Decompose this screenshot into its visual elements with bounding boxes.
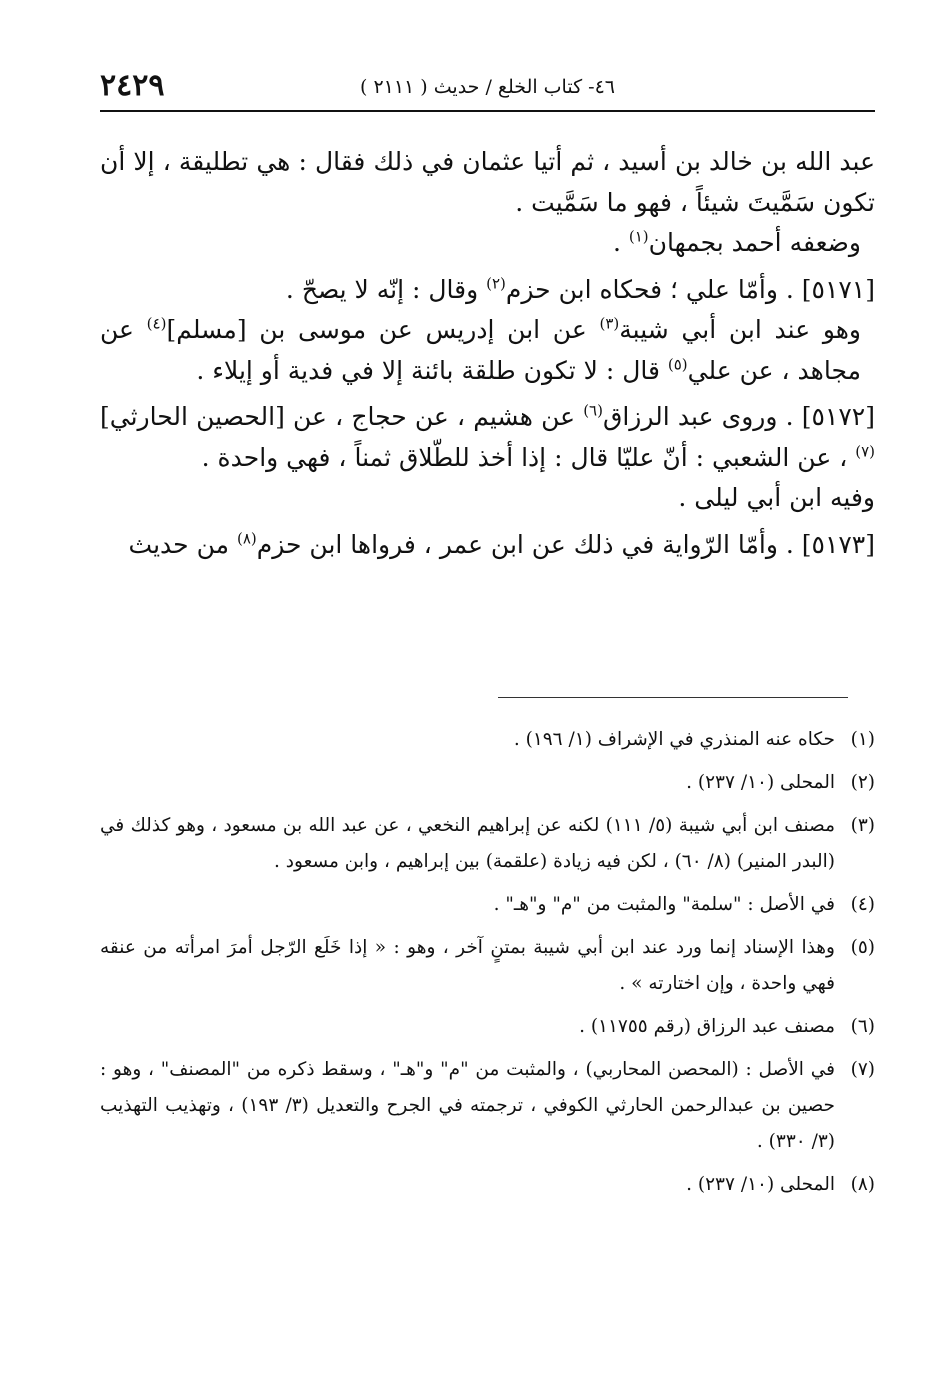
footnote-ref-1[interactable]: (١) (628, 227, 649, 246)
footnote-number: (٨) (850, 1174, 875, 1195)
entry-5172-text-b: عن هشيم ، عن حجاج ، عن [الحصين الحارثي] (100, 402, 584, 431)
paragraph-2 (100, 223, 875, 264)
running-head: ٤٦- كتاب الخلع / حديث ( ٢١١١ ) (359, 76, 616, 98)
paragraph-2-end: . (612, 228, 629, 257)
main-text (100, 142, 875, 565)
paragraph-6-text: وفيه ابن أبي ليلى . (678, 483, 875, 512)
paragraph-4-text-a: وهو عند ابن أبي شيبة (619, 315, 861, 344)
entry-5172-text-a: [٥١٧٢] . وروى عبد الرزاق (602, 402, 875, 431)
entry-5173 (100, 525, 875, 566)
footnote (100, 1009, 875, 1045)
footnote-text: المحلى (١٠/ ٢٣٧) . (686, 772, 835, 793)
entry-5171-text-b: وقال : إنّه لا يصحّ . (285, 274, 487, 304)
footnote-text: حكاه عنه المنذري في الإشراف (١/ ١٩٦) . (513, 729, 835, 750)
footnote (100, 765, 875, 801)
footnote-ref-7[interactable]: (٧) (855, 442, 875, 461)
footnote (100, 1167, 875, 1203)
entry-5172-text-c: ، عن الشعبي : أنّ عليّا قال : إذا أخذ للطّلاق ثمناً ، فهي واحدة . (201, 442, 856, 472)
footnote-number: (٦) (850, 1016, 875, 1037)
footnote (100, 887, 875, 923)
paragraph-6 (100, 478, 875, 519)
footnote-ref-2[interactable]: (٢) (486, 274, 506, 293)
footnote-number: (٥) (850, 937, 875, 958)
footnote-ref-3[interactable]: (٣) (599, 314, 620, 333)
footnote-ref-4[interactable]: (٤) (146, 314, 167, 333)
footnote-text: المحلى (١٠/ ٢٣٧) . (686, 1174, 835, 1195)
entry-5171 (100, 270, 875, 311)
entry-5173-text-a: [٥١٧٣] . وأمّا الرّواية في ذلك عن ابن عمر ، فرواها ابن حزم (256, 529, 875, 559)
footnote (100, 930, 875, 1002)
paragraph-4-text-b: عن ابن إدريس عن موسى بن [مسلم] (166, 315, 600, 344)
entry-5171-text-a: [٥١٧١] . وأمّا علي ؛ فحكاه ابن حزم (505, 274, 875, 304)
page-header (100, 68, 875, 108)
footnote-number: (٤) (850, 894, 875, 915)
footnote-number: (٧) (850, 1059, 875, 1080)
footnotes (100, 722, 875, 1210)
page-number: ٢٤٢٩ (100, 68, 165, 103)
paragraph-1 (100, 142, 875, 223)
footnote-text: في الأصل : "سلمة" والمثبت من "م" و"هـ" . (493, 894, 835, 915)
entry-5173-text-b: من حديث (128, 529, 237, 559)
paragraph-1-line-2: تكون سَمَّيتَ شيئاً ، فهو ما سَمَّيت . (515, 187, 875, 217)
footnote-number: (١) (850, 729, 875, 750)
footnote-text: مصنف عبد الرزاق (رقم ١١٧٥٥) . (579, 1016, 835, 1037)
footnote-text: وهذا الإسناد إنما ورد عند ابن أبي شيبة بمتنٍ آخر ، وهو : « إذا خَلَع الرّجل أمرَ امرأته من عنقه فهي واحدة ، وإن اختارته » . (100, 937, 835, 994)
header-rule (100, 110, 875, 112)
footnote-number: (٣) (850, 815, 875, 836)
paragraph-1-line-1: عبد الله بن خالد بن أسيد ، ثم أتيا عثمان في ذلك فقال : هي تطليقة ، إلا أن (100, 147, 875, 176)
paragraph-4-text-c: عن مجاهد ، عن علي (100, 315, 861, 385)
footnote-ref-8[interactable]: (٨) (236, 529, 257, 548)
paragraph-2-text: وضعفه أحمد بجمهان (648, 228, 861, 257)
footnote (100, 722, 875, 758)
footnote-ref-6[interactable]: (٦) (583, 401, 603, 420)
footnote-separator (498, 697, 848, 698)
footnote-text: في الأصل : (المحصن المحاربي) ، والمثبت من "م" و"هـ" ، وسقط ذكره من "المصنف" ، وهو : حصين بن عبدالرحمن الحارثي الكوفي ، ترجمته في الجرح والتعديل (٣/ ١٩٣) ، وتهذيب التهذيب (٣/ ٣٣٠) . (100, 1059, 835, 1152)
paragraph-4 (100, 310, 875, 391)
footnote-text: مصنف ابن أبي شيبة (٥/ ١١١) لكنه عن إبراهيم النخعي ، عن عبد الله بن مسعود ، وهو كذلك في (البدر المنير) (٨/ ٦٠) ، لكن فيه زيادة (علقمة) بين إبراهيم ، وابن مسعود . (100, 815, 835, 872)
footnote (100, 1052, 875, 1160)
footnote (100, 808, 875, 880)
footnote-ref-5[interactable]: (٥) (667, 355, 688, 374)
footnote-number: (٢) (850, 772, 875, 793)
paragraph-4-text-d: قال : لا تكون طلقة بائنة إلا في فدية أو إيلاء . (196, 355, 668, 385)
entry-5172 (100, 397, 875, 478)
